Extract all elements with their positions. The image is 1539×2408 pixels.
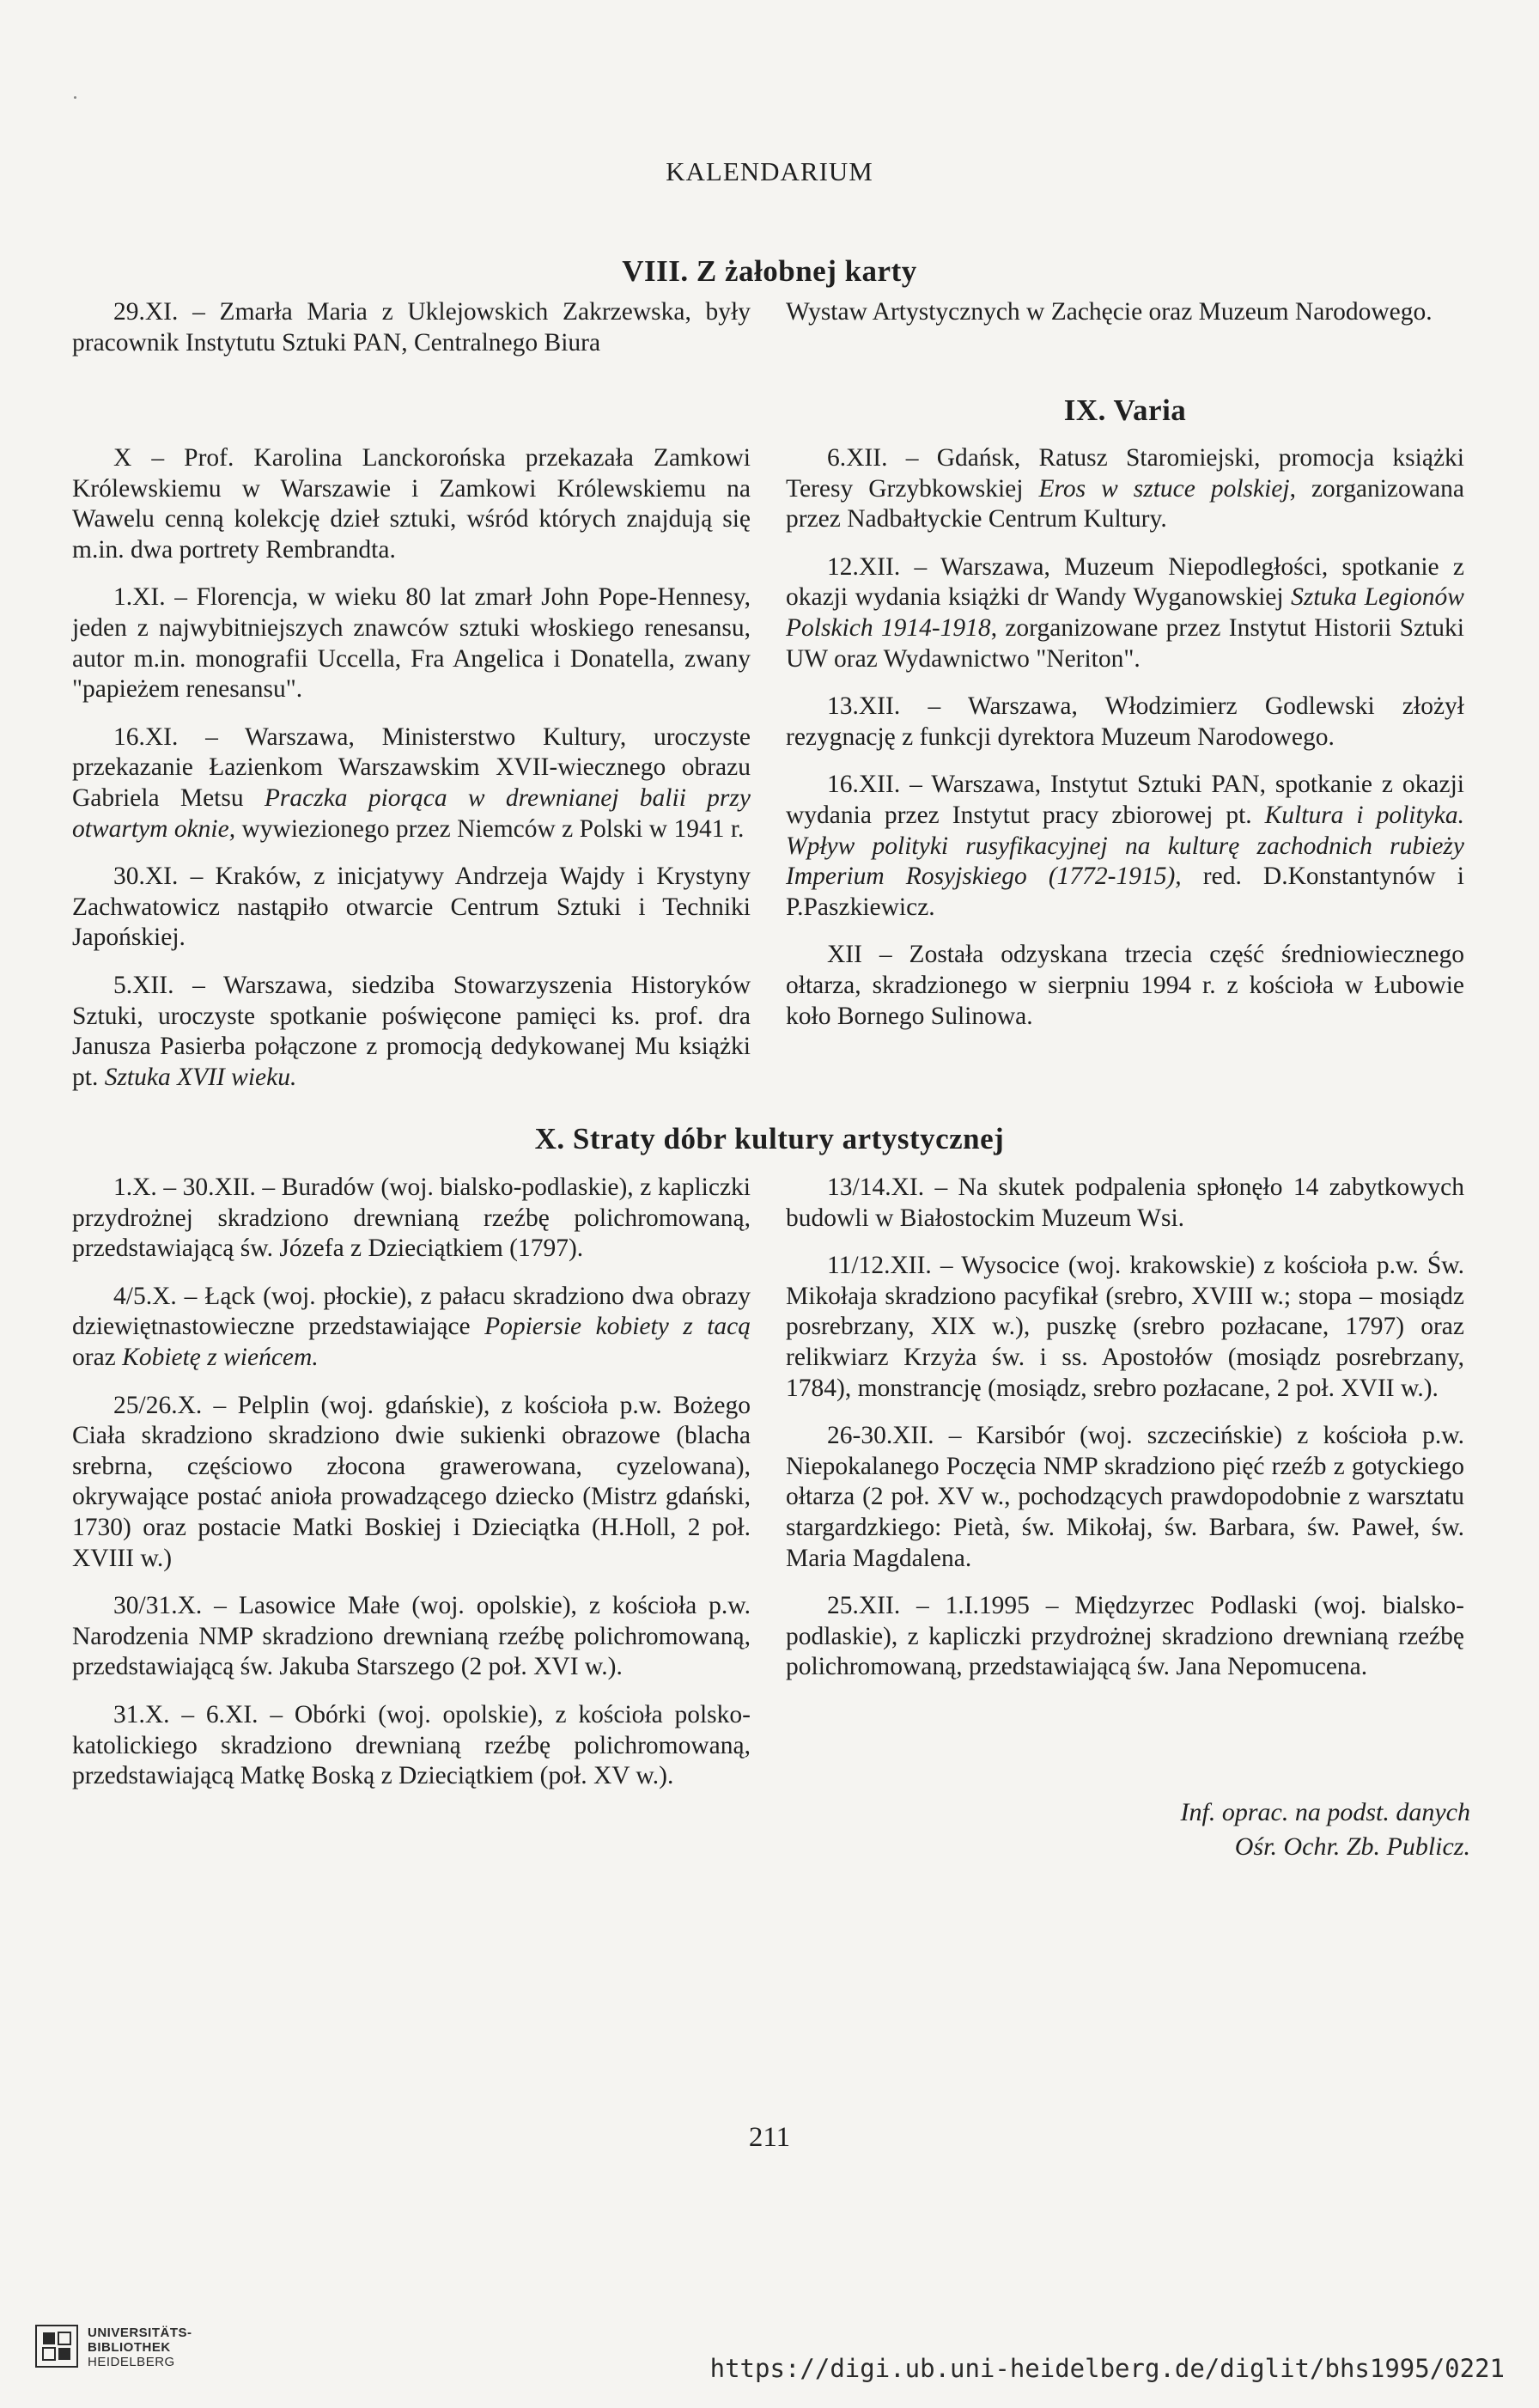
library-name-line-2: BIBLIOTHEK: [88, 2340, 171, 2355]
library-name-line-1: UNIVERSITÄTS-: [88, 2326, 192, 2340]
paragraph: [786, 297, 1464, 328]
text-run: XII – Została odzyskana trzecia część średniowiecznego ołtarza, skradzionego w sierpniu 1994 r. z kościoła w Łubowie koło Bornego Sulinowa.: [786, 941, 1464, 1030]
running-head: KALENDARIUM: [666, 156, 873, 186]
paragraph: [786, 1591, 1464, 1683]
text-run: red. D.Konstantynów i P.Paszkiewicz.: [786, 863, 1464, 921]
paragraph: [72, 722, 751, 844]
text-run: 31.X. – 6.XI. – Obórki (woj. opolskie), z kościoła polsko-katolickiego skradziono drewnianą rzeźbę polichromowaną, przedstawiającą Matkę Boską z Dzieciątkiem (poł. XV w.).: [72, 1700, 751, 1790]
section-ix-right-column: [786, 443, 1464, 1032]
section-heading-ix: IX. Varia: [1063, 393, 1187, 427]
italic-title: Kobietę z wieńcem.: [122, 1343, 319, 1371]
paragraph: [72, 443, 751, 565]
library-name-line-3: HEIDELBERG: [88, 2355, 175, 2369]
italic-title: Popiersie kobiety z tacą: [484, 1313, 751, 1341]
paragraph: [72, 1591, 751, 1683]
text-run: 26-30.XII. – Karsibór (woj. szczecińskie) z kościoła p.w. Niepokalanego Poczęcia NMP skradziono pięć rzeźb z gotyckiego ołtarza (2 poł. XV w., pochodzących prawdopodobnie z warsztatu stargardzkiego: Pietà, św. Mikołaj, św. Barbara, św. Paweł, św. Maria Magdalena.: [786, 1422, 1464, 1572]
paragraph: [786, 1421, 1464, 1574]
text-run: X – Prof. Karolina Lanckorońska przekazała Zamkowi Królewskiemu w Warszawie i Zamkowi Królewskiemu na Wawelu cenną kolekcję dzieł sztuki, wśród których znajdują się m.in. dwa portrety Rembrandta.: [72, 444, 751, 564]
text-run: 13.XII. – Warszawa, Włodzimierz Godlewski złożył rezygnację z funkcji dyrektora Muzeum Narodowego.: [786, 692, 1464, 751]
credit-line-2: Ośr. Ochr. Zb. Publicz.: [1234, 1832, 1470, 1861]
section-x-left-column: [72, 1173, 751, 1792]
source-credit: [869, 1795, 1470, 1864]
text-run: 6.XII. – Gdańsk, Ratusz Staromiejski, promocja książki Teresy Grzybkowskiej: [786, 444, 1464, 503]
text-run: 12.XII. – Warszawa, Muzeum Niepodległości, spotkanie z okazji wydania książki dr Wandy Wyganowskiej: [786, 552, 1464, 612]
text-run: 1.X. – 30.XII. – Buradów (woj. bialsko-podlaskie), z kapliczki przydrożnej skradziono drewnianą rzeźbę polichromowaną, przedstawiającą św. Józefa z Dzieciątkiem (1797).: [72, 1174, 751, 1263]
italic-title: Sztuka XVII wieku.: [104, 1063, 297, 1091]
text-run: 16.XII. – Warszawa, Instytut Sztuki PAN, spotkanie z okazji wydania przez Instytut pracy zbiorowej pt.: [786, 771, 1464, 829]
paragraph: [786, 940, 1464, 1032]
text-run: , zorganizowana przez Nadbałtyckie Centrum Kultury.: [786, 474, 1464, 533]
library-seal-icon: [34, 2324, 79, 2368]
paragraph: [72, 1173, 751, 1265]
permalink-url[interactable]: https://digi.ub.uni-heidelberg.de/diglit/bhs1995/0221: [709, 2354, 1505, 2383]
italic-title: Sztuka Legionów Polskich 1914-1918: [786, 583, 1464, 642]
paragraph: [786, 552, 1464, 674]
library-name: [88, 2326, 277, 2369]
scan-speck: [74, 96, 76, 99]
section-x-right-column: [786, 1173, 1464, 1683]
paragraph: [72, 297, 751, 358]
text-run: , zorganizowane przez Instytut Historii Sztuki UW oraz Wydawnictwo "Neriton".: [786, 613, 1464, 673]
library-logo[interactable]: [34, 2320, 275, 2389]
italic-title: Eros w sztuce polskiej: [1038, 474, 1290, 503]
section-ix-left-column: [72, 443, 751, 1093]
text-run: 16.XI. – Warszawa, Ministerstwo Kultury, uroczyste przekazanie Łazienkom Warszawskim XVII-wiecznego obrazu Gabriela Metsu: [72, 722, 751, 812]
text-run: 30/31.X. – Lasowice Małe (woj. opolskie), z kościoła p.w. Narodzenia NMP skradziono drewnianą rzeźbę polichromowaną, przedstawiającą św. Jakuba Starszego (2 poł. XVI w.).: [72, 1592, 751, 1681]
paragraph: [786, 692, 1464, 753]
paragraph: [786, 1173, 1464, 1234]
paragraph: [72, 1282, 751, 1374]
italic-title: Praczka piorąca w drewnianej balii przy otwartym oknie,: [72, 783, 751, 843]
text-run: 4/5.X. – Łąck (woj. płockie), z pałacu skradziono dwa obrazy dziewiętnastowieczne przedstawiające: [72, 1282, 751, 1341]
text-run: 29.XI. – Zmarła Maria z Uklejowskich Zakrzewska, były pracownik Instytutu Sztuki PAN, Centralnego Biura: [72, 298, 751, 357]
text-run: wywiezionego przez Niemców z Polski w 1941 r.: [235, 814, 745, 843]
paragraph: [72, 582, 751, 704]
section-viii-left-column: [72, 297, 751, 358]
paragraph: [786, 770, 1464, 923]
section-heading-x: X. Straty dóbr kultury artystycznej: [534, 1122, 1005, 1155]
credit-line-1: Inf. oprac. na podst. danych: [1180, 1798, 1470, 1826]
section-heading-viii: VIII. Z żałobnej karty: [622, 254, 917, 288]
paragraph: [72, 971, 751, 1093]
italic-title: Kultura i polityka. Wpływ polityki rusyfikacyjnej na kulturę zachodnich rubieży Imperium Rosyjskiego (1772-1915),: [786, 801, 1464, 891]
section-viii-right-column: [786, 297, 1464, 328]
text-run: 25.XII. – 1.I.1995 – Międzyrzec Podlaski (woj. bialsko-podlaskie), z kapliczki przydrożnej skradziono drewnianą rzeźbę polichromowaną, przedstawiającą św. Jana Nepomucena.: [786, 1592, 1464, 1681]
text-run: 25/26.X. – Pelplin (woj. gdańskie), z kościoła p.w. Bożego Ciała skradziono skradziono dwie sukienki obrazowe (blacha srebrna, częściowo złocona grawerowana, cyzelowana), okrywające postać anioła prowadzącego dziecko (Mistrz gdański, 1730) oraz postacie Matki Boskiej i Dzieciątka (H.Holl, 2 poł. XVIII w.): [72, 1391, 751, 1572]
paragraph: [786, 1251, 1464, 1404]
paragraph: [72, 1391, 751, 1575]
text-run: oraz: [72, 1343, 123, 1371]
text-run: Wystaw Artystycznych w Zachęcie oraz Muzeum Narodowego.: [786, 298, 1433, 326]
text-run: 30.XI. – Kraków, z inicjatywy Andrzeja Wajdy i Krystyny Zachwatowicz nastąpiło otwarcie Centrum Sztuki i Techniki Japońskiej.: [72, 863, 751, 952]
text-run: 5.XII. – Warszawa, siedziba Stowarzyszenia Historyków Sztuki, uroczyste spotkanie poświęcone pamięci ks. prof. dra Janusza Pasierba połączone z promocją dedykowanej Mu książki pt.: [72, 971, 751, 1091]
text-run: 13/14.XI. – Na skutek podpalenia spłonęło 14 zabytkowych budowli w Białostockim Muzeum Wsi.: [786, 1174, 1464, 1232]
paragraph: [72, 862, 751, 954]
text-run: 1.XI. – Florencja, w wieku 80 lat zmarł John Pope-Hennesy, jeden z najwybitniejszych znawców sztuki włoskiego renesansu, autor m.in. monografii Uccella, Fra Angelica i Donatella, zwany "papieżem renesansu".: [72, 583, 751, 704]
paragraph: [786, 443, 1464, 535]
text-run: 11/12.XII. – Wysocice (woj. krakowskie) z kościoła p.w. Św. Mikołaja skradziono pacyfikał (srebro, XVIII w.; stopa – mosiądz posrebrzany, XIX w.), puszkę (srebro pozłacane, 1797) oraz relikwiarz Krzyża św. i ss. Apostołów (mosiądz posrebrzany, 1784), monstrancję (mosiądz, srebro pozłacane, 2 poł. XVII w.).: [786, 1252, 1464, 1402]
paragraph: [72, 1700, 751, 1792]
page-number: 211: [748, 2122, 791, 2153]
